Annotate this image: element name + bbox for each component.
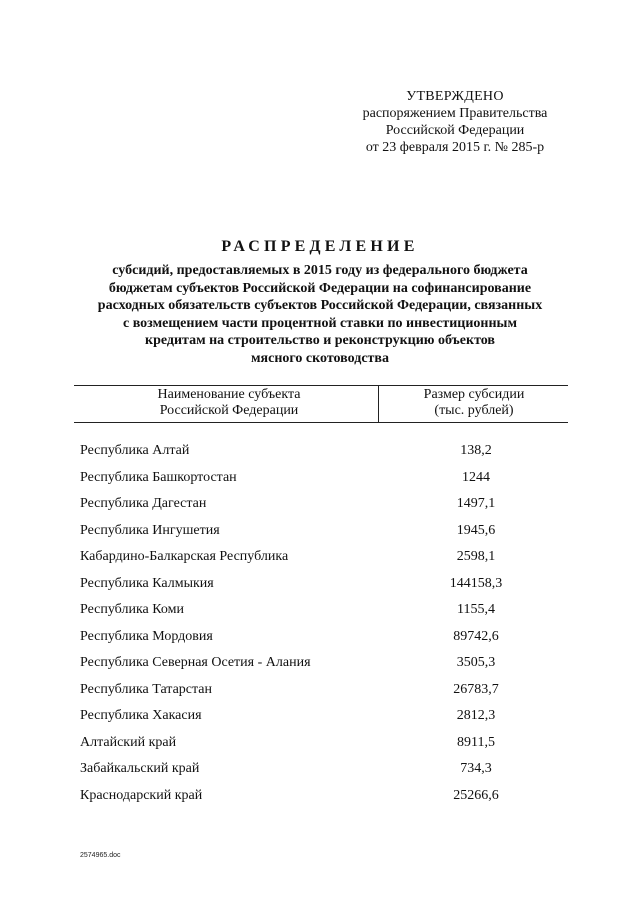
subsidy-amount: 89742,6 (453, 628, 499, 644)
subsidy-amount: 3505,3 (456, 655, 496, 670)
table-row (80, 682, 568, 709)
column-header-subsidy (380, 387, 568, 419)
subtitle-line: кредитам на строительство и реконструкцию объектов (145, 333, 495, 349)
subtitle-line: субсидий, предоставляемых в 2015 году из федерального бюджета (112, 263, 528, 278)
column-header-subsidy-line-2: (тыс. рублей) (434, 403, 514, 418)
table-row (80, 576, 568, 603)
column-header-region-line-1: Наименование субъекта (157, 387, 301, 402)
subtitle-line: бюджетам субъектов Российской Федерации на софинансирование (108, 280, 532, 296)
subsidy-amount: 1497,1 (456, 496, 496, 511)
table-row (80, 443, 568, 470)
subsidy-amount: 26783,7 (453, 681, 499, 697)
region-name: Республика Мордовия (80, 628, 213, 644)
region-name: Республика Ингушетия (80, 522, 220, 538)
region-name: Краснодарский край (80, 787, 203, 803)
subsidy-amount: 8911,5 (457, 734, 495, 750)
table-row (80, 523, 568, 550)
table-row (80, 629, 568, 656)
region-name: Республика Башкортостан (80, 469, 237, 485)
document-heading: РАСПРЕДЕЛЕНИЕ (221, 238, 419, 255)
subsidy-amount: 1945,6 (456, 522, 496, 538)
subtitle-line: с возмещением части процентной ставки по инвестиционным (122, 315, 518, 331)
table-row (80, 655, 568, 682)
subsidy-amount: 734,3 (460, 761, 492, 776)
approval-line-2: Российской Федерации (385, 123, 525, 138)
subsidy-amount: 1244 (462, 469, 490, 485)
subsidy-amount: 2812,3 (456, 708, 496, 723)
region-name: Республика Татарстан (80, 681, 213, 697)
region-name: Забайкальский край (80, 761, 200, 776)
column-header-region (104, 387, 354, 419)
table-header-top-rule (74, 385, 568, 386)
table-row (80, 735, 568, 762)
approval-title: УТВЕРЖДЕНО (406, 89, 504, 104)
region-name: Республика Алтай (80, 443, 190, 458)
region-name: Республика Хакасия (80, 708, 202, 723)
document-file-code: 2574965.doc (80, 852, 121, 859)
region-name: Республика Коми (80, 602, 184, 617)
region-name: Алтайский край (80, 734, 177, 750)
table-row (80, 788, 568, 815)
table-header-bottom-rule (74, 422, 568, 423)
subsidy-amount: 1155,4 (457, 602, 495, 617)
column-header-subsidy-line-1: Размер субсидии (423, 387, 525, 402)
table-row (80, 761, 568, 788)
approval-line-1: распоряжением Правительства (362, 106, 548, 121)
region-name: Республика Дагестан (80, 496, 207, 511)
subsidy-amount: 2598,1 (456, 549, 496, 564)
subsidy-amount: 144158,3 (449, 575, 503, 591)
table-row (80, 470, 568, 497)
column-header-region-line-2: Российской Федерации (159, 403, 299, 418)
subsidy-table-body (80, 443, 568, 814)
region-name: Республика Северная Осетия - Алания (80, 655, 311, 670)
region-name: Кабардино-Балкарская Республика (80, 549, 289, 564)
table-row (80, 496, 568, 523)
region-name: Республика Калмыкия (80, 575, 214, 591)
approval-stamp (340, 88, 570, 156)
table-row (80, 602, 568, 629)
approval-line-3: от 23 февраля 2015 г. № 285-р (365, 140, 545, 155)
subsidy-amount: 25266,6 (453, 787, 499, 803)
table-row (80, 549, 568, 576)
table-header-column-divider (378, 385, 379, 422)
subsidy-amount: 138,2 (460, 443, 492, 458)
document-subtitle (74, 262, 566, 368)
subtitle-line: расходных обязательств субъектов Российской Федерации, связанных (97, 298, 543, 314)
subtitle-line: мясного скотоводства (251, 350, 389, 366)
table-row (80, 708, 568, 735)
